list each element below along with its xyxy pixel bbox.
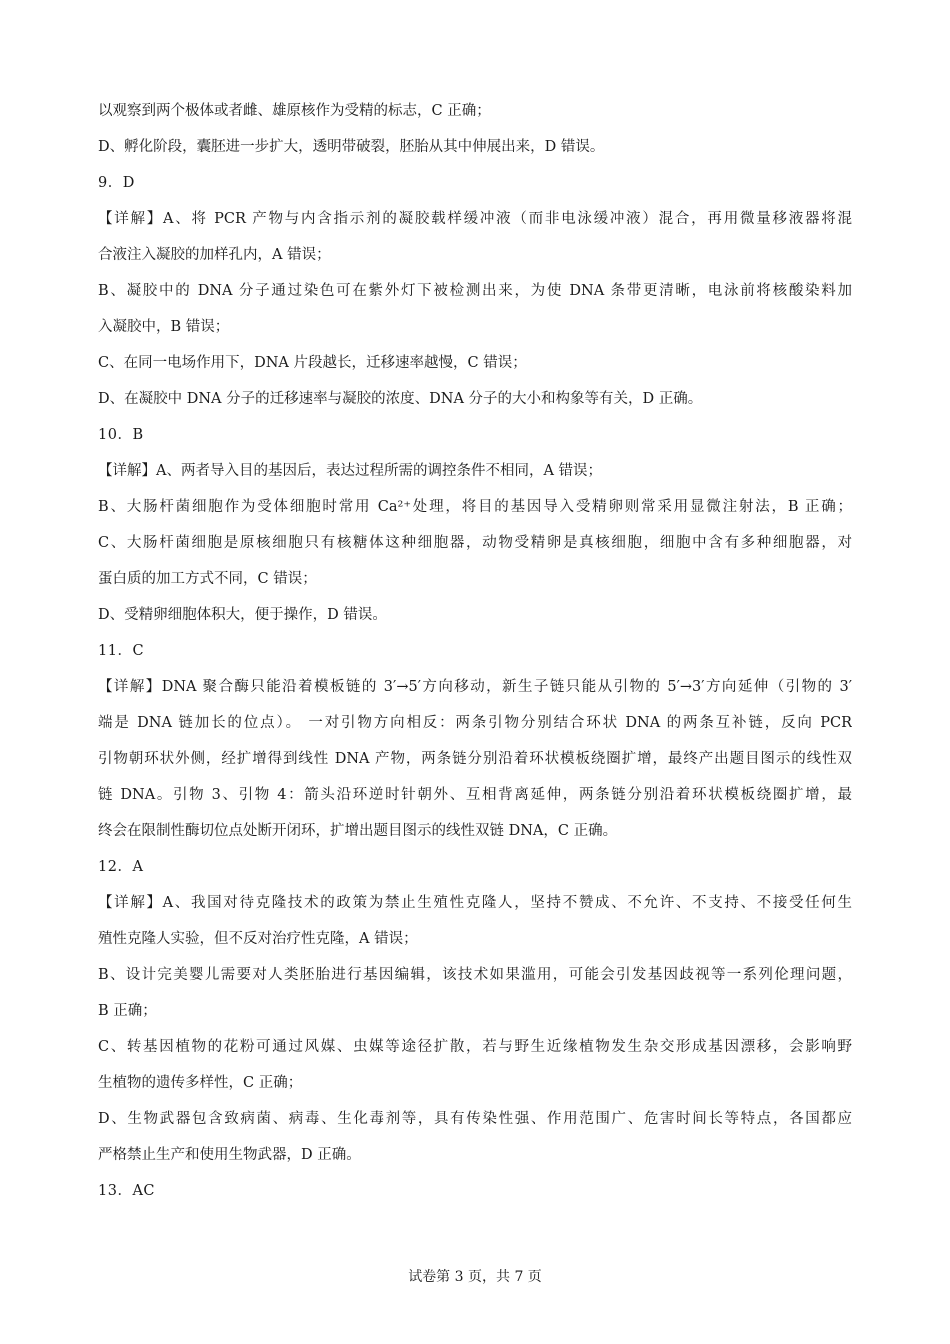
explanation-line: 入凝胶中，B 错误； (98, 319, 230, 335)
answer-content (98, 93, 852, 1209)
explanation-line: 【详解】DNA 聚合酶只能沿着模板链的 3′→5′方向移动，新生子链只能从引物的 5′→3′方向延伸（引物的 3′ (98, 679, 852, 695)
explanation-line: 引物朝环状外侧，经扩增得到线性 DNA 产物，两条链分别沿着环状模板绕圈扩增，最终产出题目图示的线性双 (98, 751, 852, 767)
explanation-line: 蛋白质的加工方式不同，C 错误； (98, 571, 317, 587)
explanation-line: 终会在限制性酶切位点处断开闭环，扩增出题目图示的线性双链 DNA，C 正确。 (98, 823, 618, 839)
explanation-line: 以观察到两个极体或者雌、雄原核作为受精的标志，C 正确； (98, 103, 491, 119)
explanation-line: D、孵化阶段，囊胚进一步扩大，透明带破裂，胚胎从其中伸展出来，D 错误。 (98, 139, 605, 155)
answer-key-line: 9．D (98, 175, 135, 191)
explanation-line: C、大肠杆菌细胞是原核细胞只有核糖体这种细胞器，动物受精卵是真核细胞，细胞中含有多种细胞器，对 (98, 535, 852, 551)
explanation-line: 【详解】A、我国对待克隆技术的政策为禁止生殖性克隆人，坚持不赞成、不允许、不支持、不接受任何生 (98, 895, 852, 911)
explanation-line: D、受精卵细胞体积大，便于操作，D 错误。 (98, 607, 387, 623)
explanation-line: B、凝胶中的 DNA 分子通过染色可在紫外灯下被检测出来，为使 DNA 条带更清晰，电泳前将核酸染料加 (98, 283, 852, 299)
explanation-line: B 正确； (98, 1003, 157, 1019)
answer-key-line: 11．C (98, 643, 145, 659)
explanation-line: D、在凝胶中 DNA 分子的迁移速率与凝胶的浓度、DNA 分子的大小和构象等有关，D 正确。 (98, 391, 703, 407)
explanation-line: 严格禁止生产和使用生物武器，D 正确。 (98, 1147, 361, 1163)
explanation-line: D、生物武器包含致病菌、病毒、生化毒剂等，具有传染性强、作用范围广、危害时间长等特点，各国都应 (98, 1111, 852, 1127)
explanation-line: 端是 DNA 链加长的位点）。 一对引物方向相反：两条引物分别结合环状 DNA 的两条互补链，反向 PCR (98, 715, 852, 731)
explanation-line: B、设计完美婴儿需要对人类胚胎进行基因编辑，该技术如果滥用，可能会引发基因歧视等一系列伦理问题， (98, 967, 852, 983)
explanation-line: 【详解】A、两者导入目的基因后，表达过程所需的调控条件不相同，A 错误； (98, 463, 603, 479)
explanation-line: 生植物的遗传多样性，C 正确； (98, 1075, 303, 1091)
explanation-line: C、转基因植物的花粉可通过风媒、虫媒等途径扩散，若与野生近缘植物发生杂交形成基因漂移，会影响野 (98, 1039, 852, 1055)
answer-key-line: 10．B (98, 427, 144, 443)
explanation-line: 殖性克隆人实验，但不反对治疗性克隆，A 错误； (98, 931, 418, 947)
explanation-line: 链 DNA。引物 3、引物 4：箭头沿环逆时针朝外、互相背离延伸，两条链分别沿着环状模板绕圈扩增，最 (98, 787, 852, 803)
explanation-line: 【详解】A、将 PCR 产物与内含指示剂的凝胶载样缓冲液（而非电泳缓冲液）混合，再用微量移液器将混 (98, 211, 852, 227)
explanation-line: B、大肠杆菌细胞作为受体细胞时常用 Ca²⁺处理，将目的基因导入受精卵则常采用显微注射法，B 正确； (98, 499, 852, 515)
page-footer: 试卷第 3 页，共 7 页 (408, 1269, 542, 1285)
explanation-line: C、在同一电场作用下，DNA 片段越长，迁移速率越慢，C 错误； (98, 355, 527, 371)
explanation-line: 合液注入凝胶的加样孔内，A 错误； (98, 247, 331, 263)
answer-key-line: 12．A (98, 859, 144, 875)
answer-key-line: 13．AC (98, 1183, 156, 1199)
